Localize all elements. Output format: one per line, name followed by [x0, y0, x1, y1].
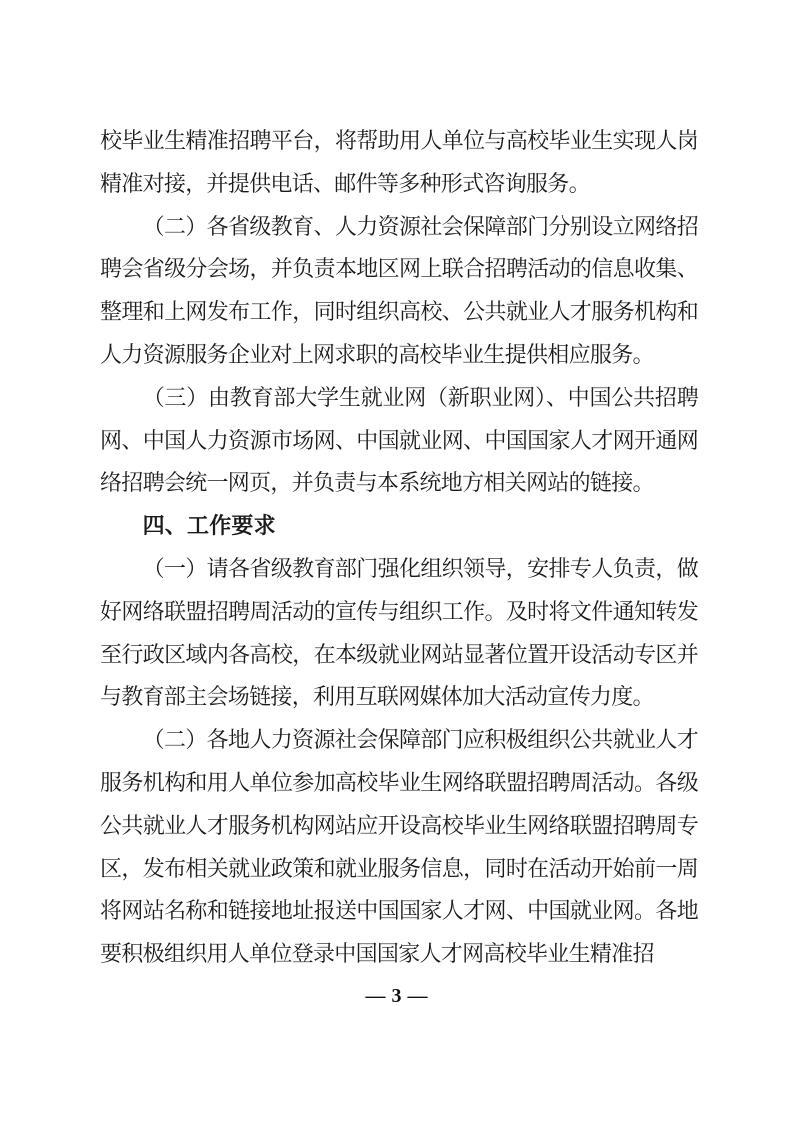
page-footer	[0, 982, 793, 1010]
paragraph: （二）各省级教育、人力资源社会保障部门分别设立网络招聘会省级分会场，并负责本地区网上联合招聘活动的信息收集、整理和上网发布工作，同时组织高校、公共就业人才服务机构和人力资源服务企业对上网求职的高校毕业生提供相应服务。	[100, 213, 698, 367]
page-number: 3	[391, 985, 402, 1007]
section-heading: 四、工作要求	[142, 513, 276, 539]
paragraph: （一）请各省级教育部门强化组织领导，安排专人负责，做好网络联盟招聘周活动的宣传与组织工作。及时将文件通知转发至行政区域内各高校，在本级就业网站显著位置开设活动专区并与教育部主会场链接，利用互联网媒体加大活动宣传力度。	[100, 555, 698, 710]
footer-left-dash: —	[365, 985, 386, 1007]
paragraph: （二）各地人力资源社会保障部门应积极组织公共就业人才服务机构和用人单位参加高校毕业生网络联盟招聘周活动。各级公共就业人才服务机构网站应开设高校毕业生网络联盟招聘周专区，发布相关就业政策和就业服务信息，同时在活动开始前一周将网站名称和链接地址报送中国国家人才网、中国就业网。各地要积极组织用人单位登录中国国家人才网高校毕业生精准招	[100, 727, 698, 967]
footer-right-dash: —	[407, 985, 428, 1007]
paragraph: （三）由教育部大学生就业网（新职业网）、中国公共招聘网、中国人力资源市场网、中国就业网、中国国家人才网开通网络招聘会统一网页，并负责与本系统地方相关网站的链接。	[100, 384, 698, 496]
paragraph: 校毕业生精准招聘平台，将帮助用人单位与高校毕业生实现人岗精准对接，并提供电话、邮件等多种形式咨询服务。	[100, 128, 698, 196]
document-body	[100, 120, 698, 976]
